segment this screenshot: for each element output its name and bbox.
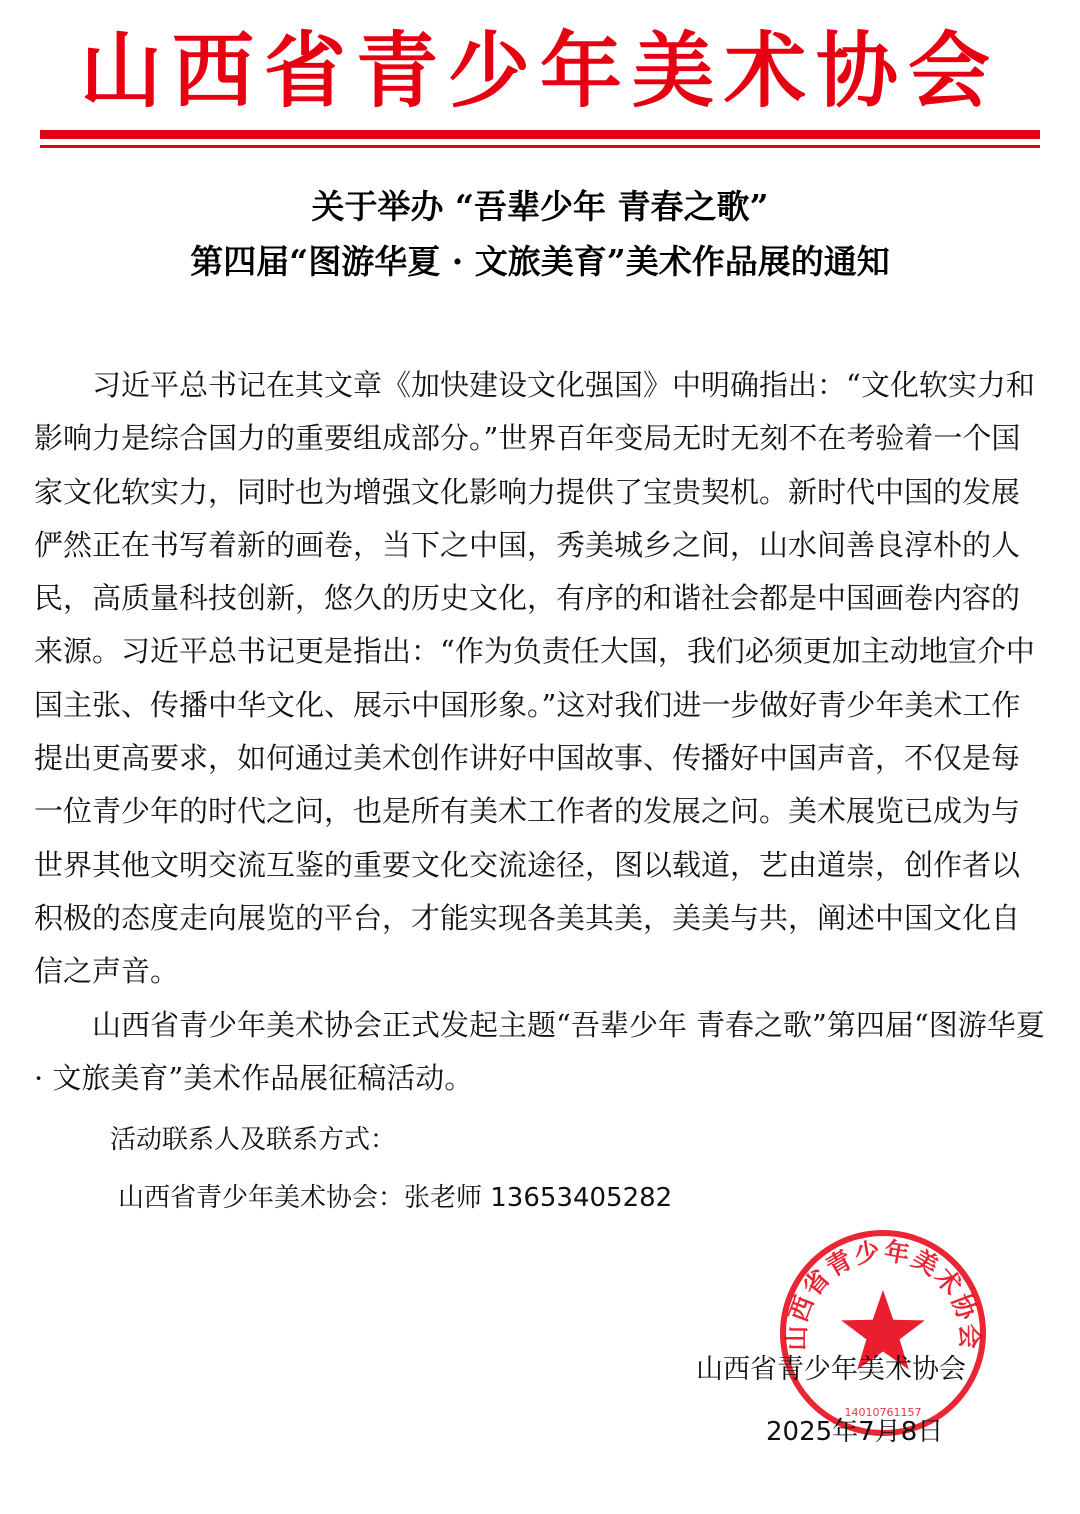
body-paragraph-2: 山西省青少年美术协会正式发起主题“吾辈少年 青春之歌”第四届“图游华夏 · 文旅美育”美术作品展征稿活动。 xyxy=(34,1007,1045,1095)
official-seal-icon xyxy=(778,1228,988,1438)
notice-body xyxy=(34,359,1046,1105)
notice-title-line2: 第四届“图游华夏 · 文旅美育”美术作品展的通知 xyxy=(190,242,890,281)
svg-text:山西省青少年美术协会: 山西省青少年美术协会 xyxy=(781,1236,985,1351)
contact-line xyxy=(118,1180,672,1216)
contact-org-person: 山西省青少年美术协会：张老师 xyxy=(118,1183,491,1213)
masthead-title: 山西省青少年美术协会 xyxy=(79,24,1000,119)
contact-label: 活动联系人及联系方式： xyxy=(110,1125,397,1155)
contact-phone: 13653405282 xyxy=(490,1183,673,1213)
notice-title-line1: 关于举办 “吾辈少年 青春之歌” xyxy=(311,187,769,226)
masthead-rule-thin xyxy=(40,145,1040,148)
masthead-rule-thick xyxy=(40,130,1040,139)
body-paragraph-1: 习近平总书记在其文章《加快建设文化强国》中明确指出：“文化软实力和影响力是综合国力的重要组成部分。”世界百年变局无时无刻不在考验着一个国家文化软实力，同时也为增强文化影响力提供了宝贵契机。新时代中国的发展俨然正在书写着新的画卷，当下之中国，秀美城乡之间，山水间善良淳朴的人民，高质量科技创新，悠久的历史文化，有序的和谐社会都是中国画卷内容的来源。习近平总书记更是指出：“作为负责任大国，我们必须更加主动地宣介中国主张、传播中华文化、展示中国形象。”这对我们进一步做好青少年美术工作提出更高要求，如何通过美术创作讲好中国故事、传播好中国声音，不仅是每一位青少年的时代之问，也是所有美术工作者的发展之问。美术展览已成为与世界其他文明交流互鉴的重要文化交流途径，图以载道，艺由道崇，创作者以积极的态度走向展览的平台，才能实现各美其美，美美与共，阐述中国文化自信之声音。 xyxy=(34,368,1035,989)
signature-org: 山西省青少年美术协会 xyxy=(696,1354,966,1385)
signature-date: 2025年7月8日 xyxy=(766,1417,944,1447)
svg-text:14010761157: 14010761157 xyxy=(844,1406,922,1419)
